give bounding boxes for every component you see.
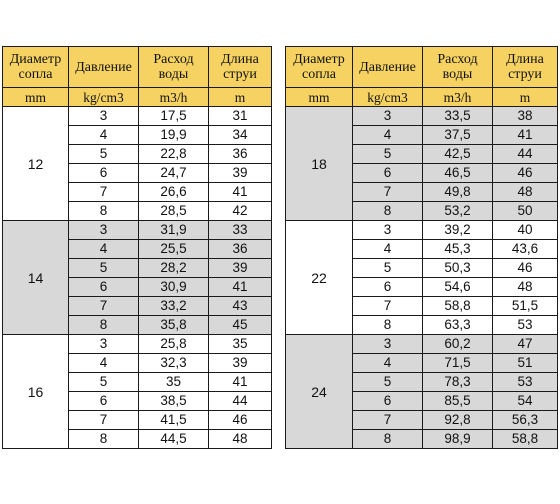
flow-cell: 19,9 xyxy=(139,126,209,145)
length-cell: 36 xyxy=(209,145,272,164)
flow-cell: 53,2 xyxy=(423,202,493,221)
length-cell: 43 xyxy=(209,297,272,316)
length-cell: 46 xyxy=(493,164,558,183)
diameter-cell: 18 xyxy=(286,107,353,221)
flow-cell: 58,8 xyxy=(423,297,493,316)
pressure-cell: 5 xyxy=(353,145,423,164)
pressure-cell: 7 xyxy=(353,183,423,202)
flow-cell: 85,5 xyxy=(423,392,493,411)
flow-cell: 42,5 xyxy=(423,145,493,164)
flow-cell: 45,3 xyxy=(423,240,493,259)
unit-length: m xyxy=(209,88,272,107)
pressure-cell: 8 xyxy=(353,202,423,221)
table-row xyxy=(3,335,272,354)
pressure-cell: 4 xyxy=(353,354,423,373)
length-cell: 48 xyxy=(209,430,272,449)
flow-cell: 28,5 xyxy=(139,202,209,221)
length-cell: 58,8 xyxy=(493,430,558,449)
length-cell: 41 xyxy=(493,126,558,145)
table-row xyxy=(286,107,558,126)
pressure-cell: 7 xyxy=(69,183,139,202)
table-row xyxy=(3,221,272,240)
length-cell: 44 xyxy=(209,392,272,411)
flow-cell: 49,8 xyxy=(423,183,493,202)
diameter-cell: 24 xyxy=(286,335,353,449)
length-cell: 54 xyxy=(493,392,558,411)
pressure-cell: 5 xyxy=(69,145,139,164)
header-flow: Расход воды xyxy=(423,47,493,88)
nozzle-table-left xyxy=(2,46,272,449)
pressure-cell: 6 xyxy=(353,278,423,297)
header-diameter: Диаметр сопла xyxy=(3,47,69,88)
pressure-cell: 6 xyxy=(69,164,139,183)
pressure-cell: 6 xyxy=(353,392,423,411)
length-cell: 34 xyxy=(209,126,272,145)
pressure-cell: 4 xyxy=(353,126,423,145)
length-cell: 31 xyxy=(209,107,272,126)
length-cell: 48 xyxy=(493,183,558,202)
pressure-cell: 4 xyxy=(69,126,139,145)
pressure-cell: 3 xyxy=(69,335,139,354)
unit-pressure: kg/cm3 xyxy=(69,88,139,107)
diameter-cell: 12 xyxy=(3,107,69,221)
flow-cell: 92,8 xyxy=(423,411,493,430)
length-cell: 42 xyxy=(209,202,272,221)
pressure-cell: 8 xyxy=(353,430,423,449)
table-row xyxy=(286,335,558,354)
header-pressure: Давление xyxy=(353,47,423,88)
diameter-cell: 22 xyxy=(286,221,353,335)
header-length: Длина струи xyxy=(209,47,272,88)
flow-cell: 44,5 xyxy=(139,430,209,449)
flow-cell: 78,3 xyxy=(423,373,493,392)
unit-diameter: mm xyxy=(3,88,69,107)
header-diameter: Диаметр сопла xyxy=(286,47,353,88)
length-cell: 45 xyxy=(209,316,272,335)
flow-cell: 32,3 xyxy=(139,354,209,373)
flow-cell: 46,5 xyxy=(423,164,493,183)
unit-length: m xyxy=(493,88,558,107)
flow-cell: 37,5 xyxy=(423,126,493,145)
flow-cell: 35 xyxy=(139,373,209,392)
length-cell: 38 xyxy=(493,107,558,126)
unit-flow: m3/h xyxy=(139,88,209,107)
length-cell: 48 xyxy=(493,278,558,297)
pressure-cell: 6 xyxy=(69,278,139,297)
length-cell: 43,6 xyxy=(493,240,558,259)
length-cell: 47 xyxy=(493,335,558,354)
flow-cell: 98,9 xyxy=(423,430,493,449)
flow-cell: 33,2 xyxy=(139,297,209,316)
length-cell: 53 xyxy=(493,316,558,335)
pressure-cell: 3 xyxy=(353,107,423,126)
length-cell: 41 xyxy=(209,373,272,392)
flow-cell: 35,8 xyxy=(139,316,209,335)
flow-cell: 26,6 xyxy=(139,183,209,202)
unit-flow: m3/h xyxy=(423,88,493,107)
table-row xyxy=(286,221,558,240)
pressure-cell: 3 xyxy=(69,221,139,240)
flow-cell: 39,2 xyxy=(423,221,493,240)
pressure-cell: 3 xyxy=(353,335,423,354)
length-cell: 39 xyxy=(209,354,272,373)
flow-cell: 71,5 xyxy=(423,354,493,373)
pressure-cell: 8 xyxy=(69,430,139,449)
length-cell: 50 xyxy=(493,202,558,221)
table-row xyxy=(3,107,272,126)
length-cell: 39 xyxy=(209,259,272,278)
unit-pressure: kg/cm3 xyxy=(353,88,423,107)
unit-diameter: mm xyxy=(286,88,353,107)
flow-cell: 63,3 xyxy=(423,316,493,335)
pressure-cell: 8 xyxy=(69,316,139,335)
table-body xyxy=(3,107,272,449)
header-pressure: Давление xyxy=(69,47,139,88)
length-cell: 46 xyxy=(209,411,272,430)
pressure-cell: 8 xyxy=(69,202,139,221)
nozzle-table-right xyxy=(285,46,558,449)
length-cell: 51,5 xyxy=(493,297,558,316)
pressure-cell: 7 xyxy=(353,297,423,316)
length-cell: 41 xyxy=(209,183,272,202)
flow-cell: 25,5 xyxy=(139,240,209,259)
header-row xyxy=(3,47,272,88)
pressure-cell: 3 xyxy=(69,107,139,126)
length-cell: 51 xyxy=(493,354,558,373)
header-length: Длина струи xyxy=(493,47,558,88)
length-cell: 53 xyxy=(493,373,558,392)
pressure-cell: 5 xyxy=(353,259,423,278)
pressure-cell: 7 xyxy=(353,411,423,430)
flow-cell: 28,2 xyxy=(139,259,209,278)
flow-cell: 25,8 xyxy=(139,335,209,354)
pressure-cell: 5 xyxy=(69,373,139,392)
flow-cell: 33,5 xyxy=(423,107,493,126)
flow-cell: 24,7 xyxy=(139,164,209,183)
length-cell: 44 xyxy=(493,145,558,164)
length-cell: 33 xyxy=(209,221,272,240)
pressure-cell: 4 xyxy=(69,354,139,373)
length-cell: 56,3 xyxy=(493,411,558,430)
pressure-cell: 6 xyxy=(69,392,139,411)
units-row xyxy=(3,88,272,107)
flow-cell: 50,3 xyxy=(423,259,493,278)
length-cell: 46 xyxy=(493,259,558,278)
length-cell: 35 xyxy=(209,335,272,354)
flow-cell: 54,6 xyxy=(423,278,493,297)
pressure-cell: 4 xyxy=(69,240,139,259)
flow-cell: 17,5 xyxy=(139,107,209,126)
units-row xyxy=(286,88,558,107)
length-cell: 40 xyxy=(493,221,558,240)
length-cell: 36 xyxy=(209,240,272,259)
flow-cell: 22,8 xyxy=(139,145,209,164)
flow-cell: 31,9 xyxy=(139,221,209,240)
pressure-cell: 4 xyxy=(353,240,423,259)
diameter-cell: 14 xyxy=(3,221,69,335)
pressure-cell: 5 xyxy=(69,259,139,278)
flow-cell: 41,5 xyxy=(139,411,209,430)
flow-cell: 38,5 xyxy=(139,392,209,411)
table-body xyxy=(286,107,558,449)
pressure-cell: 7 xyxy=(69,411,139,430)
flow-cell: 60,2 xyxy=(423,335,493,354)
pressure-cell: 7 xyxy=(69,297,139,316)
pressure-cell: 3 xyxy=(353,221,423,240)
header-row xyxy=(286,47,558,88)
pressure-cell: 5 xyxy=(353,373,423,392)
pressure-cell: 8 xyxy=(353,316,423,335)
pressure-cell: 6 xyxy=(353,164,423,183)
length-cell: 39 xyxy=(209,164,272,183)
length-cell: 41 xyxy=(209,278,272,297)
header-flow: Расход воды xyxy=(139,47,209,88)
flow-cell: 30,9 xyxy=(139,278,209,297)
diameter-cell: 16 xyxy=(3,335,69,449)
